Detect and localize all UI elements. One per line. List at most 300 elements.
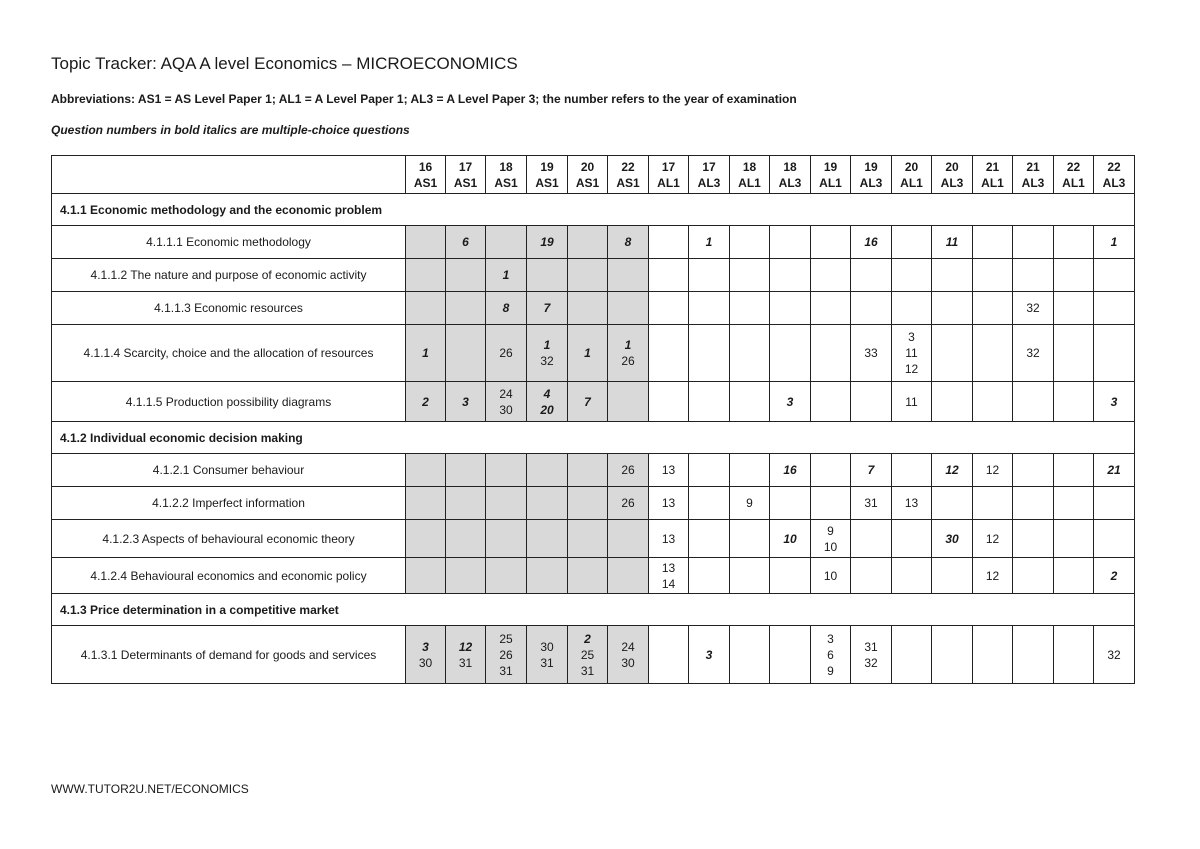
- question-cell: [932, 325, 973, 382]
- question-cell: [892, 454, 932, 487]
- question-cell: [406, 558, 446, 594]
- question-cell: [1054, 558, 1094, 594]
- mc-question-number: 8: [624, 235, 632, 249]
- question-cell: [608, 226, 649, 259]
- question-cell: [689, 626, 730, 684]
- question-number: 30: [540, 639, 554, 654]
- topic-label: 4.1.2.2 Imperfect information: [52, 487, 406, 520]
- mc-question-number: 1: [584, 346, 591, 360]
- question-number: 31: [580, 663, 595, 678]
- question-number: 32: [540, 354, 554, 368]
- question-number: 12: [985, 568, 1000, 583]
- question-number: 13: [661, 560, 676, 575]
- section-row: [52, 422, 1135, 454]
- header-row: [52, 156, 1135, 194]
- question-cell: [851, 292, 892, 325]
- question-cell: [446, 626, 486, 684]
- question-cell: [973, 259, 1013, 292]
- mc-question-number: 3: [462, 394, 469, 409]
- question-number: 30: [418, 655, 433, 670]
- question-cell: [1094, 292, 1135, 325]
- column-paper: AL1: [738, 175, 761, 190]
- question-number: 9: [827, 663, 834, 678]
- question-cell: [568, 626, 608, 684]
- question-cell: [851, 558, 892, 594]
- question-number: 9: [827, 523, 834, 538]
- mc-question-number: 2: [422, 394, 429, 409]
- topic-row: [52, 325, 1135, 382]
- column-year: 20: [945, 159, 959, 174]
- question-cell: [608, 558, 649, 594]
- question-cell: [527, 382, 568, 422]
- question-cell: [932, 382, 973, 422]
- question-cell: [608, 382, 649, 422]
- mc-question-number: 21: [1107, 463, 1121, 477]
- mc-question-number: 7: [867, 463, 875, 477]
- question-cell: [730, 325, 770, 382]
- question-cell: [446, 558, 486, 594]
- section-row: [52, 194, 1135, 226]
- question-cell: [1054, 226, 1094, 259]
- question-cell: [406, 454, 446, 487]
- question-cell: [973, 520, 1013, 558]
- question-cell: [973, 292, 1013, 325]
- section-title: 4.1.3 Price determination in a competitive market: [52, 594, 1135, 626]
- column-header: [1094, 156, 1135, 194]
- question-cell: [892, 226, 932, 259]
- column-year: 16: [418, 159, 433, 174]
- question-cell: [486, 226, 527, 259]
- column-paper: AS1: [413, 175, 438, 190]
- topic-row: [52, 558, 1135, 594]
- question-cell: [406, 325, 446, 382]
- question-cell: [689, 382, 730, 422]
- question-cell: [1094, 325, 1135, 382]
- question-cell: [851, 259, 892, 292]
- question-number: 10: [823, 539, 838, 554]
- question-cell: [649, 292, 689, 325]
- question-cell: [446, 226, 486, 259]
- section-row: [52, 594, 1135, 626]
- question-number: 13: [661, 531, 676, 546]
- question-cell: [932, 259, 973, 292]
- question-cell: [730, 382, 770, 422]
- column-header: [527, 156, 568, 194]
- footer-url: WWW.TUTOR2U.NET/ECONOMICS: [51, 782, 249, 796]
- question-number: 32: [1026, 301, 1040, 315]
- column-paper: AS1: [535, 175, 559, 190]
- mc-question-number: 1: [705, 235, 713, 249]
- question-cell: [608, 626, 649, 684]
- question-cell: [1013, 226, 1054, 259]
- column-header: [649, 156, 689, 194]
- question-cell: [486, 558, 527, 594]
- question-cell: [527, 226, 568, 259]
- question-number: 11: [905, 394, 918, 409]
- question-cell: [932, 226, 973, 259]
- topic-row: [52, 520, 1135, 558]
- question-cell: [1094, 626, 1135, 684]
- mc-question-number: 19: [540, 235, 554, 249]
- topic-label: 4.1.1.4 Scarcity, choice and the allocation of resources: [52, 325, 406, 382]
- question-cell: [770, 487, 811, 520]
- column-paper: AL1: [981, 175, 1004, 190]
- column-year: 19: [823, 159, 838, 174]
- column-header: [851, 156, 892, 194]
- question-cell: [851, 454, 892, 487]
- question-cell: [649, 259, 689, 292]
- column-year: 18: [783, 159, 797, 174]
- mc-question-number: 12: [458, 639, 473, 654]
- topic-row: [52, 487, 1135, 520]
- topic-label: 4.1.2.1 Consumer behaviour: [52, 454, 406, 487]
- question-number: 30: [621, 655, 635, 670]
- question-cell: [608, 292, 649, 325]
- question-cell: [1013, 292, 1054, 325]
- topic-label: 4.1.3.1 Determinants of demand for goods and services: [52, 626, 406, 684]
- question-number: 33: [864, 346, 878, 360]
- question-cell: [527, 626, 568, 684]
- question-cell: [649, 325, 689, 382]
- column-header: [446, 156, 486, 194]
- topic-label: 4.1.1.3 Economic resources: [52, 292, 406, 325]
- question-cell: [1054, 520, 1094, 558]
- question-cell: [568, 454, 608, 487]
- question-cell: [527, 292, 568, 325]
- question-cell: [1013, 454, 1054, 487]
- question-cell: [1094, 558, 1135, 594]
- mc-question-number: 11: [945, 235, 959, 249]
- question-cell: [730, 226, 770, 259]
- question-cell: [1054, 292, 1094, 325]
- question-cell: [892, 626, 932, 684]
- question-cell: [770, 558, 811, 594]
- question-cell: [892, 487, 932, 520]
- question-cell: [730, 558, 770, 594]
- question-cell: [973, 226, 1013, 259]
- question-cell: [811, 487, 851, 520]
- question-cell: [406, 292, 446, 325]
- question-cell: [1094, 454, 1135, 487]
- question-cell: [932, 292, 973, 325]
- question-number: 13: [661, 496, 676, 510]
- question-cell: [932, 558, 973, 594]
- question-cell: [1013, 487, 1054, 520]
- column-year: 21: [985, 159, 1000, 174]
- question-number: 14: [661, 576, 676, 591]
- header-topic-cell: [52, 156, 406, 194]
- column-paper: AL3: [1102, 175, 1126, 190]
- question-number: 12: [985, 531, 1000, 546]
- question-cell: [730, 487, 770, 520]
- question-cell: [770, 292, 811, 325]
- question-cell: [568, 487, 608, 520]
- column-paper: AS1: [616, 175, 640, 190]
- topic-label: 4.1.1.1 Economic methodology: [52, 226, 406, 259]
- question-cell: [649, 226, 689, 259]
- question-cell: [851, 520, 892, 558]
- column-year: 17: [661, 159, 676, 174]
- question-cell: [1094, 382, 1135, 422]
- question-cell: [811, 226, 851, 259]
- question-number: 25: [499, 631, 513, 646]
- question-cell: [486, 626, 527, 684]
- question-cell: [973, 382, 1013, 422]
- question-cell: [568, 382, 608, 422]
- question-cell: [568, 226, 608, 259]
- question-cell: [1013, 259, 1054, 292]
- column-paper: AL3: [859, 175, 883, 190]
- question-cell: [649, 626, 689, 684]
- question-cell: [486, 292, 527, 325]
- question-cell: [811, 259, 851, 292]
- question-cell: [689, 325, 730, 382]
- column-header: [568, 156, 608, 194]
- question-cell: [689, 226, 730, 259]
- question-number: 31: [540, 655, 554, 670]
- question-cell: [406, 520, 446, 558]
- mc-question-number: 8: [502, 301, 510, 315]
- column-header: [973, 156, 1013, 194]
- column-paper: AL3: [1021, 175, 1045, 190]
- question-cell: [446, 487, 486, 520]
- column-header: [406, 156, 446, 194]
- question-cell: [486, 520, 527, 558]
- question-cell: [649, 520, 689, 558]
- topic-row: [52, 454, 1135, 487]
- question-cell: [608, 487, 649, 520]
- column-paper: AL3: [778, 175, 802, 190]
- question-cell: [568, 520, 608, 558]
- question-cell: [811, 382, 851, 422]
- question-cell: [446, 454, 486, 487]
- question-cell: [446, 520, 486, 558]
- mc-question-number: 2: [584, 631, 591, 646]
- column-year: 19: [540, 159, 554, 174]
- question-number: 12: [904, 362, 919, 376]
- question-number: 24: [499, 386, 513, 401]
- question-cell: [932, 626, 973, 684]
- question-number: 25: [580, 647, 595, 662]
- question-cell: [892, 558, 932, 594]
- question-cell: [730, 626, 770, 684]
- question-cell: [770, 382, 811, 422]
- column-paper: AL1: [900, 175, 923, 190]
- question-cell: [932, 520, 973, 558]
- column-paper: AS1: [453, 175, 478, 190]
- question-number: 31: [458, 655, 473, 670]
- topic-row: [52, 626, 1135, 684]
- question-cell: [689, 520, 730, 558]
- column-header: [730, 156, 770, 194]
- question-cell: [730, 454, 770, 487]
- column-header: [486, 156, 527, 194]
- question-number: 26: [499, 346, 513, 360]
- question-cell: [770, 259, 811, 292]
- question-cell: [649, 382, 689, 422]
- question-cell: [568, 558, 608, 594]
- question-cell: [973, 626, 1013, 684]
- question-cell: [446, 382, 486, 422]
- mc-question-number: 1: [1110, 235, 1118, 249]
- column-header: [892, 156, 932, 194]
- question-cell: [689, 259, 730, 292]
- question-cell: [649, 558, 689, 594]
- topic-row: [52, 292, 1135, 325]
- question-number: 32: [1107, 647, 1121, 662]
- topic-label: 4.1.1.2 The nature and purpose of economic activity: [52, 259, 406, 292]
- mc-question-number: 16: [864, 235, 878, 249]
- question-number: 12: [985, 463, 1000, 477]
- question-cell: [730, 292, 770, 325]
- column-year: 20: [580, 159, 595, 174]
- abbreviations-note: Abbreviations: AS1 = AS Level Paper 1; AL1 = A Level Paper 1; AL3 = A Level Paper 3; the number refers to the year of examination: [51, 92, 797, 106]
- question-cell: [608, 325, 649, 382]
- question-cell: [527, 487, 568, 520]
- question-cell: [1013, 325, 1054, 382]
- column-header: [689, 156, 730, 194]
- column-header: [1013, 156, 1054, 194]
- question-cell: [1054, 259, 1094, 292]
- question-cell: [689, 487, 730, 520]
- column-year: 18: [499, 159, 513, 174]
- multiple-choice-note: Question numbers in bold italics are multiple-choice questions: [51, 123, 410, 137]
- question-cell: [892, 520, 932, 558]
- column-paper: AL3: [697, 175, 721, 190]
- question-cell: [1054, 487, 1094, 520]
- mc-question-number: 12: [945, 463, 959, 477]
- question-cell: [1054, 454, 1094, 487]
- question-cell: [770, 454, 811, 487]
- column-header: [1054, 156, 1094, 194]
- question-cell: [892, 382, 932, 422]
- question-number: 31: [499, 663, 513, 678]
- question-cell: [568, 292, 608, 325]
- question-number: 11: [905, 346, 918, 360]
- question-cell: [406, 626, 446, 684]
- mc-question-number: 1: [422, 346, 429, 360]
- question-cell: [406, 226, 446, 259]
- question-cell: [446, 292, 486, 325]
- topic-label: 4.1.2.3 Aspects of behavioural economic theory: [52, 520, 406, 558]
- column-year: 21: [1026, 159, 1040, 174]
- question-number: 32: [1026, 346, 1040, 360]
- section-title: 4.1.2 Individual economic decision making: [52, 422, 1135, 454]
- question-cell: [851, 487, 892, 520]
- mc-question-number: 10: [783, 531, 797, 546]
- question-cell: [527, 325, 568, 382]
- question-cell: [1094, 520, 1135, 558]
- question-cell: [730, 259, 770, 292]
- question-cell: [1054, 382, 1094, 422]
- mc-question-number: 3: [786, 394, 794, 409]
- mc-question-number: 20: [540, 402, 554, 417]
- question-number: 6: [827, 647, 834, 662]
- question-cell: [486, 487, 527, 520]
- question-cell: [811, 454, 851, 487]
- column-paper: AL1: [657, 175, 680, 190]
- question-number: 9: [746, 496, 753, 510]
- question-cell: [1013, 520, 1054, 558]
- question-cell: [770, 626, 811, 684]
- question-number: 32: [864, 655, 878, 670]
- question-cell: [406, 382, 446, 422]
- topic-label: 4.1.1.5 Production possibility diagrams: [52, 382, 406, 422]
- mc-question-number: 7: [584, 394, 591, 409]
- mc-question-number: 2: [1110, 568, 1118, 583]
- question-cell: [851, 626, 892, 684]
- question-cell: [1054, 626, 1094, 684]
- question-number: 10: [823, 568, 838, 583]
- question-cell: [446, 259, 486, 292]
- question-number: 26: [499, 647, 513, 662]
- question-cell: [527, 520, 568, 558]
- question-cell: [527, 454, 568, 487]
- mc-question-number: 30: [945, 531, 959, 546]
- question-cell: [932, 454, 973, 487]
- question-cell: [527, 259, 568, 292]
- question-number: 30: [499, 402, 513, 417]
- question-number: 26: [621, 463, 635, 477]
- column-paper: AL1: [819, 175, 842, 190]
- page-title: Topic Tracker: AQA A level Economics – MICROECONOMICS: [51, 54, 518, 73]
- question-cell: [486, 382, 527, 422]
- question-cell: [406, 487, 446, 520]
- section-title: 4.1.1 Economic methodology and the economic problem: [52, 194, 1135, 226]
- question-cell: [689, 558, 730, 594]
- topic-row: [52, 259, 1135, 292]
- question-number: 3: [908, 330, 915, 344]
- column-header: [811, 156, 851, 194]
- question-cell: [892, 325, 932, 382]
- question-cell: [851, 325, 892, 382]
- column-year: 19: [864, 159, 878, 174]
- question-number: 31: [864, 496, 878, 510]
- question-cell: [973, 558, 1013, 594]
- column-year: 20: [904, 159, 919, 174]
- column-year: 22: [1107, 159, 1121, 174]
- question-cell: [608, 259, 649, 292]
- column-year: 22: [621, 159, 635, 174]
- question-number: 13: [661, 463, 676, 477]
- column-header: [770, 156, 811, 194]
- question-number: 26: [621, 354, 635, 368]
- question-cell: [811, 292, 851, 325]
- mc-question-number: 7: [543, 301, 551, 315]
- topic-label: 4.1.2.4 Behavioural economics and economic policy: [52, 558, 406, 594]
- question-number: 26: [621, 496, 635, 510]
- mc-question-number: 3: [705, 647, 713, 662]
- question-cell: [1054, 325, 1094, 382]
- question-cell: [568, 259, 608, 292]
- column-header: [932, 156, 973, 194]
- mc-question-number: 3: [1110, 394, 1118, 409]
- question-cell: [689, 292, 730, 325]
- question-cell: [973, 325, 1013, 382]
- question-cell: [1013, 626, 1054, 684]
- topic-row: [52, 382, 1135, 422]
- topic-tracker-table: [51, 155, 1135, 684]
- column-paper: AS1: [494, 175, 518, 190]
- question-cell: [973, 454, 1013, 487]
- question-cell: [649, 454, 689, 487]
- question-cell: [1094, 259, 1135, 292]
- question-cell: [892, 292, 932, 325]
- question-number: 13: [904, 496, 919, 510]
- question-cell: [770, 325, 811, 382]
- topic-row: [52, 226, 1135, 259]
- mc-question-number: 1: [543, 338, 551, 352]
